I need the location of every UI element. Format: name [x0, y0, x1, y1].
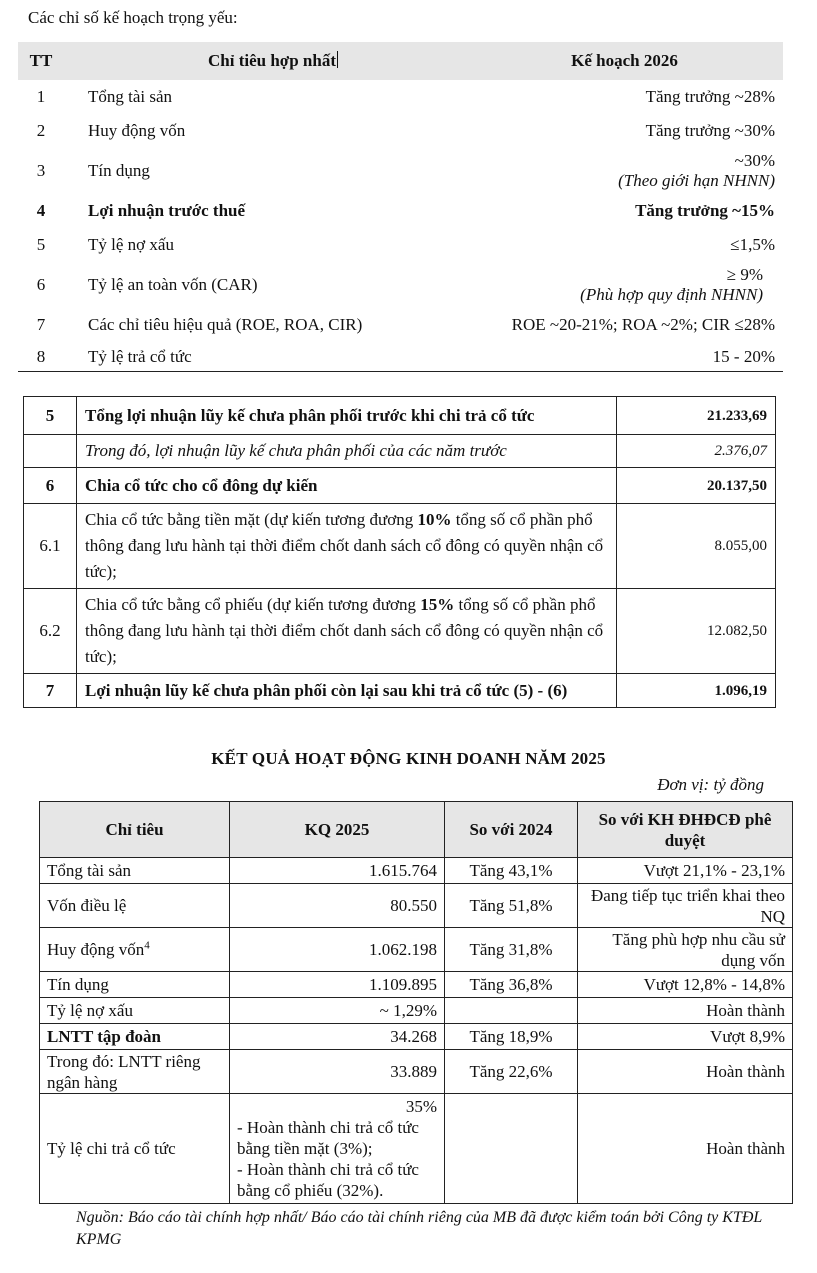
dividend-row: Trong đó, lợi nhuận lũy kế chưa phân phối của các năm trước 2.376,07	[24, 435, 776, 468]
results-row: LNTT tập đoàn 34.268 Tăng 18,9% Vượt 8,9%	[40, 1024, 793, 1050]
results-row: Tỷ lệ chi trả cổ tức 35% - Hoàn thành chi trả cổ tức bằng tiền mặt (3%); - Hoàn thành chi trả cổ tức bằng cổ phiếu (32%). Hoàn thành	[40, 1094, 793, 1204]
dividend-row: 6.1 Chia cổ tức bằng tiền mặt (dự kiến tương đương 10% tổng số cổ phần phổ thông đang lưu hành tại thời điểm chốt danh sách cổ đông có quyền nhận cổ tức); 8.055,00	[24, 504, 776, 589]
source-note: Nguồn: Báo cáo tài chính hợp nhất/ Báo cáo tài chính riêng của MB đã được kiểm toán bởi Công ty KTĐL KPMG	[76, 1209, 762, 1248]
plan-note: (Phù hợp quy định NHNN)	[580, 285, 763, 304]
plan-note: (Theo giới hạn NHNN)	[618, 171, 775, 190]
dividend-row: 6.2 Chia cổ tức bằng cổ phiếu (dự kiến tương đương 15% tổng số cổ phần phổ thông đang lưu hành tại thời điểm chốt danh sách cổ đông có quyền nhận cổ tức); 12.082,50	[24, 589, 776, 674]
results-row: Tỷ lệ nợ xấu ~ 1,29% Hoàn thành	[40, 998, 793, 1024]
plan-row: 5 Tỷ lệ nợ xấu ≤1,5%	[36, 235, 775, 254]
header-plan-2026: Kế hoạch 2026	[466, 42, 783, 80]
results-row: Trong đó: LNTT riêng ngân hàng 33.889 Tăng 22,6% Hoàn thành	[40, 1050, 793, 1094]
results-table	[39, 801, 793, 1204]
results-row: Huy động vốn$^4$ 1.062.198 Tăng 31,8% Tăng phù hợp nhu cầu sử dụng vốn	[40, 928, 793, 972]
results-header	[40, 802, 793, 858]
plan-row: 4 Lợi nhuận trước thuế Tăng trưởng ~15%	[36, 201, 775, 220]
plan-row: 1 Tổng tài sản Tăng trưởng ~28%	[36, 87, 775, 106]
dividend-row: 6 Chia cổ tức cho cổ đông dự kiến 20.137,50	[24, 468, 776, 504]
plan-row: 8 Tỷ lệ trả cổ tức 15 - 20%	[18, 342, 783, 372]
dividend-table	[23, 396, 776, 708]
plan-row: 6 Tỷ lệ an toàn vốn (CAR) ≥ 9% (Phù hợp quy định NHNN)	[18, 262, 783, 308]
footnote-marker: 4	[144, 939, 150, 952]
header-vs-plan: So với KH ĐHĐCĐ phê duyệt	[578, 802, 793, 858]
text-cursor	[337, 51, 338, 68]
header-vs2024: So với 2024	[445, 802, 578, 858]
results-row: Tín dụng 1.109.895 Tăng 36,8% Vượt 12,8% - 14,8%	[40, 972, 793, 998]
plan-table-header	[18, 42, 783, 80]
results-row: Tổng tài sản 1.615.764 Tăng 43,1% Vượt 21,1% - 23,1%	[40, 858, 793, 884]
header-indicator: Chỉ tiêu	[40, 802, 230, 858]
plan-row: 7 Các chỉ tiêu hiệu quả (ROE, ROA, CIR) ROE ~20-21%; ROA ~2%; CIR ≤28%	[36, 315, 775, 334]
header-tt: TT	[18, 42, 68, 80]
plan-row: 2 Huy động vốn Tăng trưởng ~30%	[36, 121, 775, 140]
plan-row: 3 Tín dụng ~30% (Theo giới hạn NHNN)	[36, 151, 775, 190]
header-kq2025: KQ 2025	[230, 802, 445, 858]
dividend-row: 7 Lợi nhuận lũy kế chưa phân phối còn lại sau khi trả cổ tức (5) - (6) 1.096,19	[24, 674, 776, 708]
unit-label: Đơn vị: tỷ đồng	[657, 775, 764, 794]
header-indicator: Chỉ tiêu hợp nhất	[68, 42, 466, 80]
dividend-row: 5 Tổng lợi nhuận lũy kế chưa phân phối trước khi chi trả cổ tức 21.233,69	[24, 397, 776, 435]
section-title: KẾT QUẢ HOẠT ĐỘNG KINH DOANH NĂM 2025	[211, 749, 606, 768]
plan-indicators-table	[18, 42, 783, 372]
intro-text: Các chỉ số kế hoạch trọng yếu:	[28, 8, 238, 27]
results-row: Vốn điều lệ 80.550 Tăng 51,8% Đang tiếp tục triển khai theo NQ	[40, 884, 793, 928]
